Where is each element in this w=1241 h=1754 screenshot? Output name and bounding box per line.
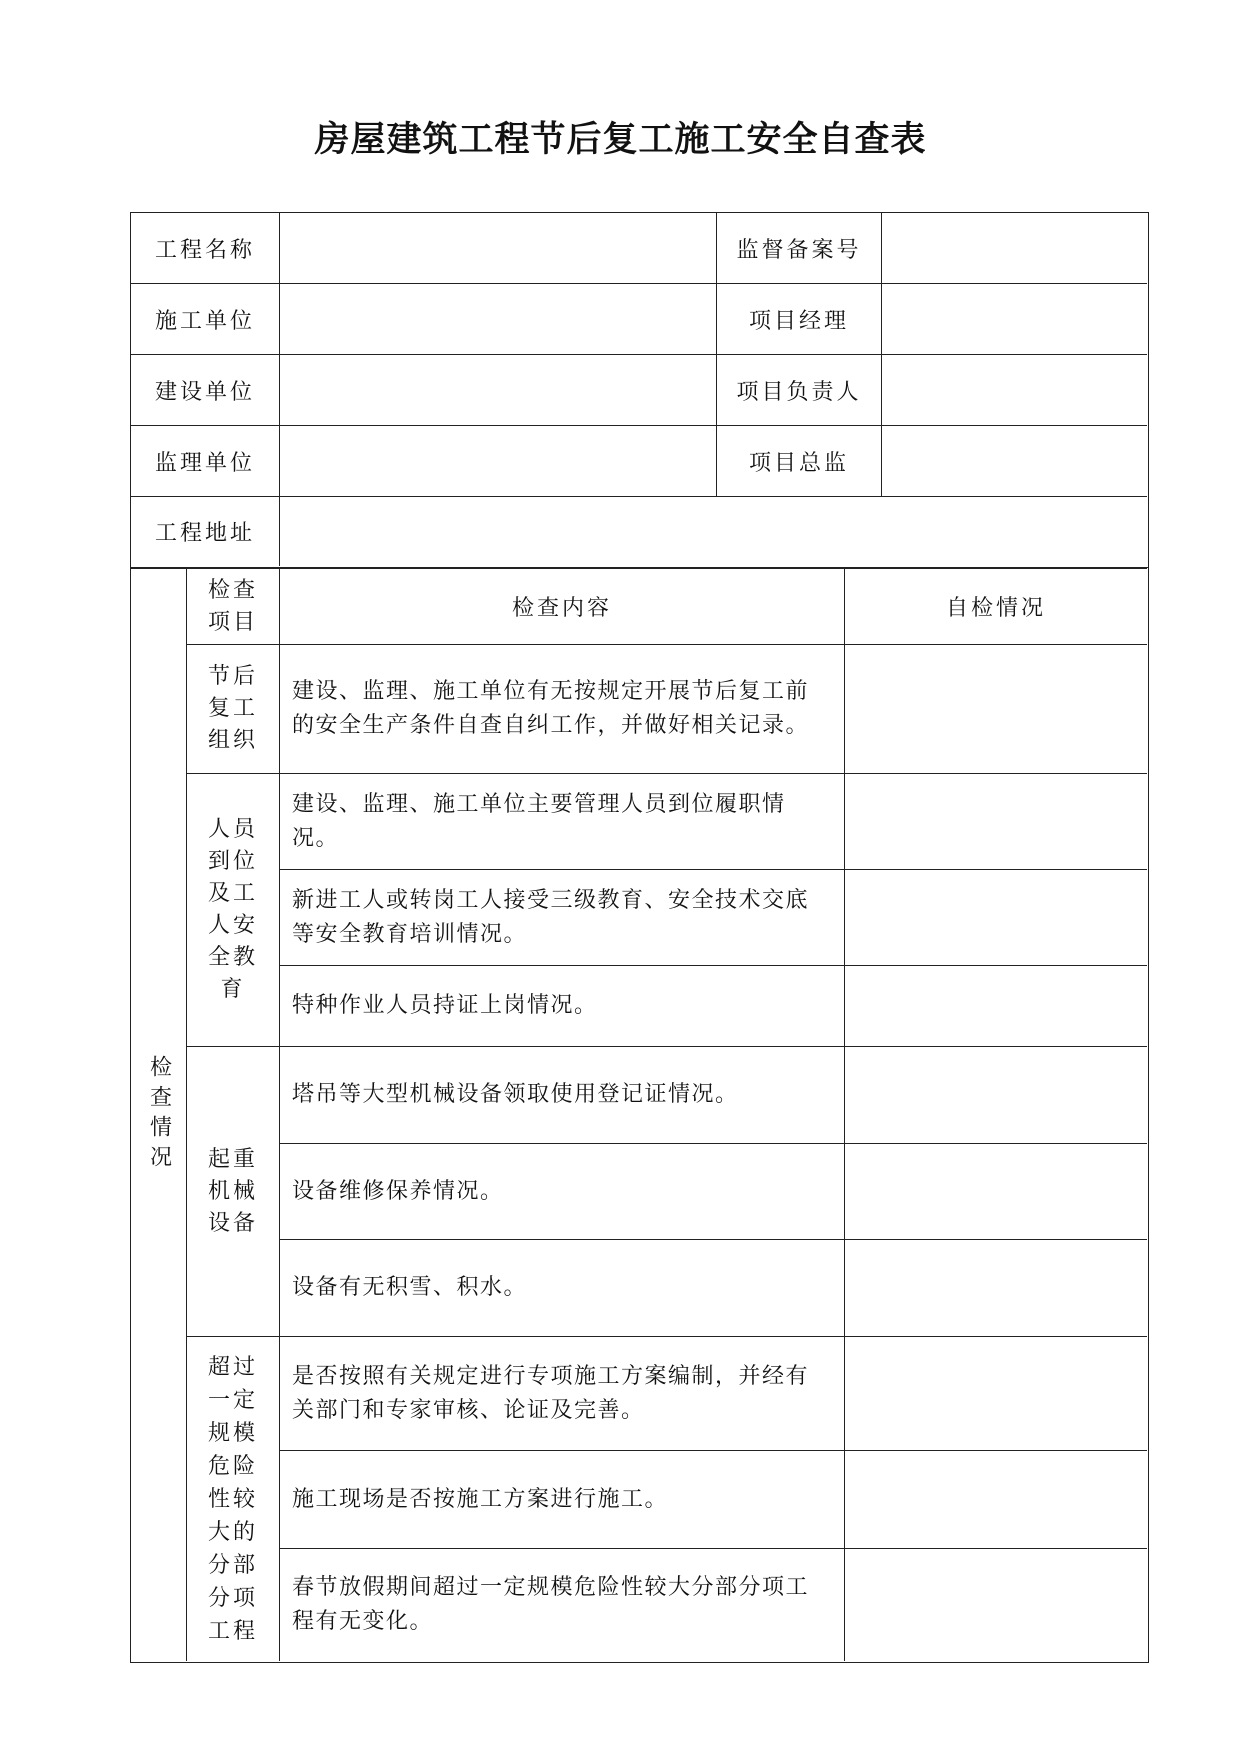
project-name-label: 工程名称 bbox=[131, 213, 280, 284]
project-info-table bbox=[130, 212, 1149, 568]
project-leader-label: 项目负责人 bbox=[717, 355, 882, 426]
group-label bbox=[187, 645, 280, 774]
inspection-table bbox=[130, 568, 1149, 1663]
group-label-text: 超过一定规模危险性较大的分部分项工程 bbox=[207, 1354, 258, 1644]
self-check-field[interactable] bbox=[845, 1549, 1147, 1661]
group-label-text: 节后复工组织 bbox=[207, 664, 258, 753]
supervisor-unit-label: 监理单位 bbox=[131, 426, 280, 497]
contractor-label: 施工单位 bbox=[131, 284, 280, 355]
project-address-label: 工程地址 bbox=[131, 497, 280, 566]
self-check-field[interactable] bbox=[845, 774, 1147, 870]
self-check-field[interactable] bbox=[845, 645, 1147, 774]
self-check-field[interactable] bbox=[845, 966, 1147, 1047]
group-label-text: 人员到位及工人安全教育 bbox=[207, 817, 258, 1002]
self-check-field[interactable] bbox=[845, 1337, 1147, 1451]
header-self-check: 自检情况 bbox=[845, 568, 1147, 645]
self-check-field[interactable] bbox=[845, 1240, 1147, 1337]
check-content: 设备有无积雪、积水。 bbox=[280, 1240, 845, 1337]
contractor-field[interactable] bbox=[280, 284, 717, 355]
check-content: 是否按照有关规定进行专项施工方案编制，并经有关部门和专家审核、论证及完善。 bbox=[280, 1337, 845, 1451]
group-label bbox=[187, 1047, 280, 1337]
check-content: 塔吊等大型机械设备领取使用登记证情况。 bbox=[280, 1047, 845, 1144]
group-label bbox=[187, 774, 280, 1047]
check-content: 建设、监理、施工单位主要管理人员到位履职情况。 bbox=[280, 774, 845, 870]
check-content: 施工现场是否按施工方案进行施工。 bbox=[280, 1451, 845, 1549]
header-item bbox=[187, 568, 280, 645]
supervisor-unit-field[interactable] bbox=[280, 426, 717, 497]
chief-supervisor-field[interactable] bbox=[882, 426, 1147, 497]
project-name-field[interactable] bbox=[280, 213, 717, 284]
group-label bbox=[187, 1337, 280, 1661]
group-label-text: 起重机械设备 bbox=[207, 1146, 258, 1236]
project-address-field[interactable] bbox=[280, 497, 1147, 566]
section-label-text: 检查情况 bbox=[146, 1055, 172, 1175]
check-content: 特种作业人员持证上岗情况。 bbox=[280, 966, 845, 1047]
self-check-field[interactable] bbox=[845, 1047, 1147, 1144]
owner-label: 建设单位 bbox=[131, 355, 280, 426]
check-content: 春节放假期间超过一定规模危险性较大分部分项工程有无变化。 bbox=[280, 1549, 845, 1661]
self-check-field[interactable] bbox=[845, 1451, 1147, 1549]
check-content: 新进工人或转岗工人接受三级教育、安全技术交底等安全教育培训情况。 bbox=[280, 870, 845, 966]
chief-supervisor-label: 项目总监 bbox=[717, 426, 882, 497]
project-leader-field[interactable] bbox=[882, 355, 1147, 426]
project-manager-field[interactable] bbox=[882, 284, 1147, 355]
supervision-record-no-label: 监督备案号 bbox=[717, 213, 882, 284]
self-check-field[interactable] bbox=[845, 870, 1147, 966]
header-item-text: 检查项目 bbox=[207, 577, 258, 635]
supervision-record-no-field[interactable] bbox=[882, 213, 1147, 284]
project-manager-label: 项目经理 bbox=[717, 284, 882, 355]
owner-field[interactable] bbox=[280, 355, 717, 426]
check-content: 建设、监理、施工单位有无按规定开展节后复工前的安全生产条件自查自纠工作，并做好相关记录。 bbox=[280, 645, 845, 774]
header-content: 检查内容 bbox=[280, 568, 845, 645]
form-title: 房屋建筑工程节后复工施工安全自查表 bbox=[314, 119, 927, 160]
section-label bbox=[131, 568, 187, 1661]
self-check-field[interactable] bbox=[845, 1144, 1147, 1240]
check-content: 设备维修保养情况。 bbox=[280, 1144, 845, 1240]
